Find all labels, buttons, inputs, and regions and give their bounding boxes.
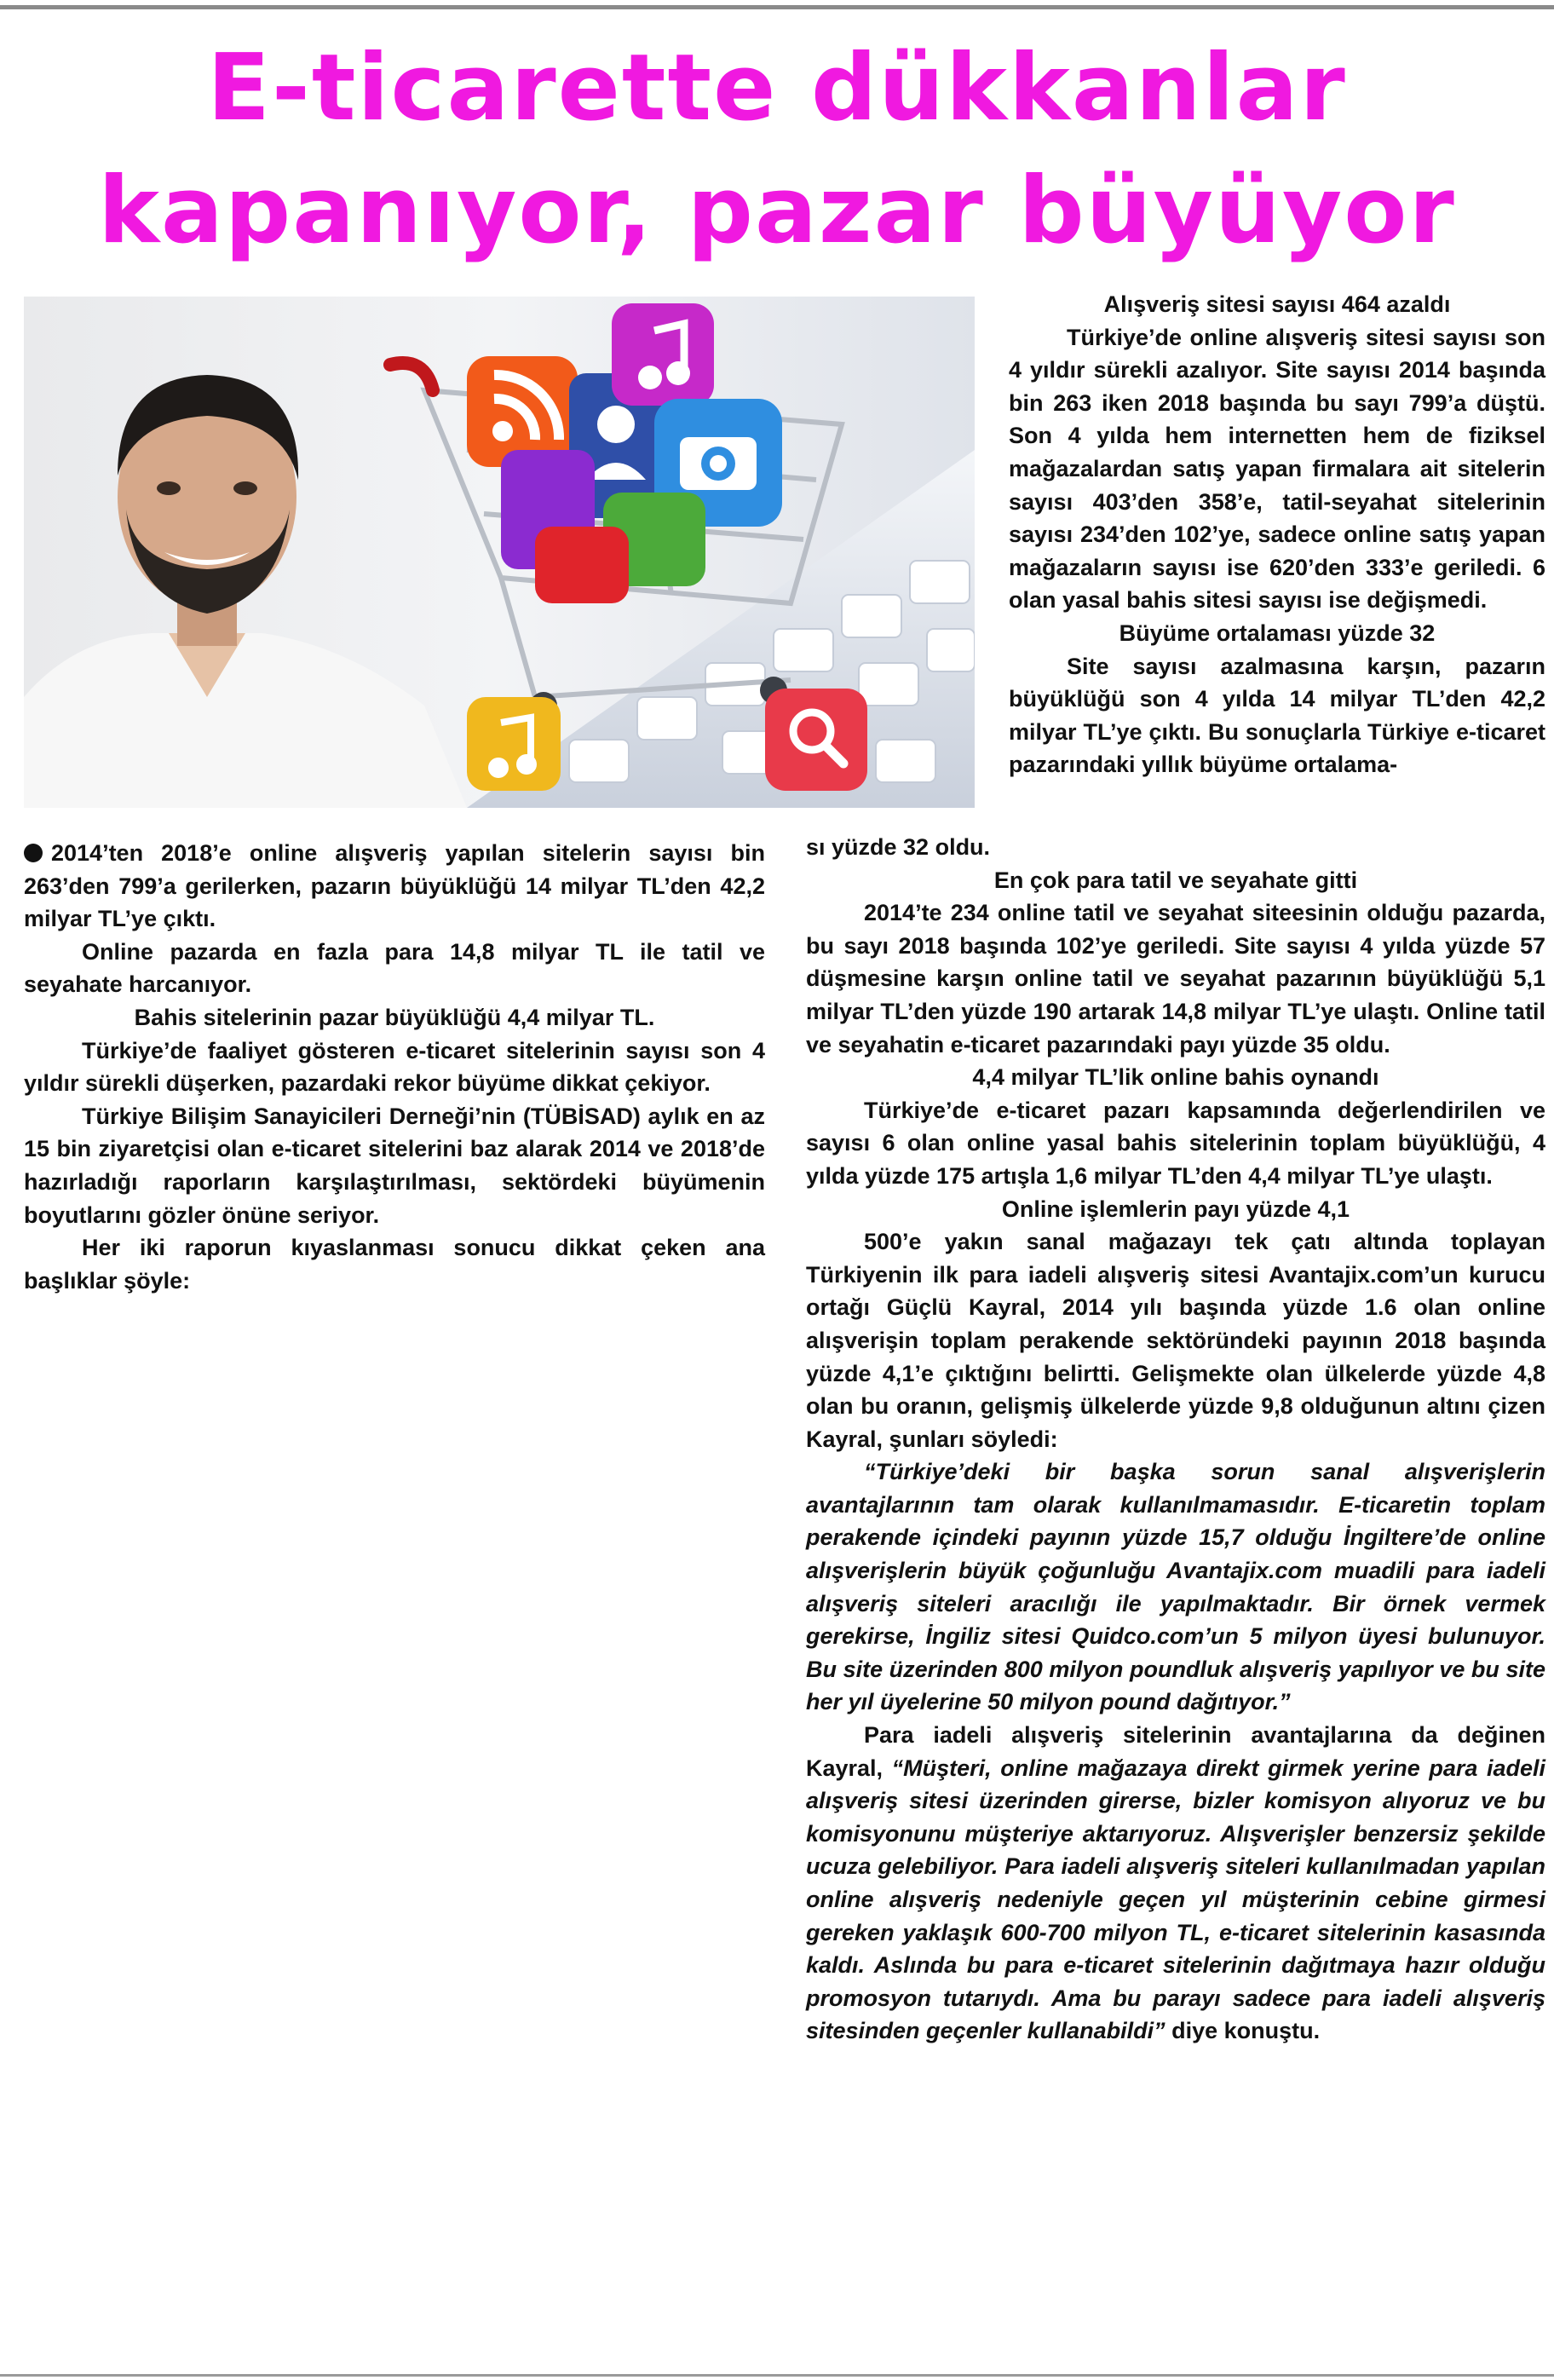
paragraph: Para iadeli alışveriş sitelerinin avantajlarına da değinen Kayral, “Müşteri, online mağazaya direkt girmek yerine para iadeli alışveriş sitesi üzerinden girerse, bizler komisyon alıyoruz ve bu komisyonunu müşteriye aktarıyoruz. Alışverişler benzersiz şekilde ucuza gelebiliyor. Para iadeli alışveriş siteleri kullanılmadan yapılan online alışveriş nedeniyle geçen yıl müşterinin cebine girmesi gereken yaklaşık 600-700 milyon TL, e-ticaret sitelerinin kasasında kaldı. Aslında bu para e-ticaret sitelerinin dağıtmaya hazır olduğu promosyon tutarıydı. Ama bu parayı sadece para iadeli alışveriş sitesinden geçenler kullanabildi” diye konuştu. [806, 1722, 1545, 2044]
paragraph: Site sayısı azalmasına karşın, pazarın büyüklüğü son 4 yılda 14 milyar TL’den 42,2 milyar TL’ye çıktı. Bu sonuçlarla Türkiye e-ticaret pazarındaki yıllık büyüme ortalama- [1009, 653, 1545, 778]
subheading: Online işlemlerin payı yüzde 4,1 [1001, 1196, 1350, 1222]
headline-line-1: E-ticarette dükkanlar [207, 35, 1347, 141]
paragraph: Türkiye’de e-ticaret pazarı kapsamında değerlendirilen ve sayısı 6 olan online yasal bahis sitelerinin toplam büyüklüğü, 4 yılda yüzde 175 artışla 1,6 milyar TL’den 4,4 milyar TL’ye ulaştı. [806, 1097, 1545, 1189]
bullet-icon [24, 844, 43, 862]
paragraph: 2014’te 234 online tatil ve seyahat siteesinin olduğu pazarda, bu sayı 2018 başında 102’ye geriledi. Site sayısı 4 yılda yüzde 57 düşmesine karşın online tatil ve seyahat pazarının büyüklüğü 5,1 milyar TL’den yüzde 190 artarak 14,8 milyar TL’ye ulaştı. Online tatil ve seyahatin e-ticaret pazarındaki payı yüzde 35 oldu. [806, 900, 1545, 1057]
top-rule [0, 5, 1554, 9]
bottom-rule [0, 2374, 1554, 2377]
app-tile-red [535, 527, 629, 603]
left-column [24, 837, 765, 1297]
paragraph-continuation: sı yüzde 32 oldu. [806, 834, 991, 860]
subheading: En çok para tatil ve seyahate gitti [993, 867, 1358, 893]
subheading: Alışveriş sitesi sayısı 464 azaldı [1103, 291, 1451, 317]
headline-line-2: kapanıyor, pazar büyüyor [98, 158, 1456, 264]
subheading: Büyüme ortalaması yüzde 32 [1119, 619, 1436, 646]
article-photo [24, 297, 975, 808]
inline-quote: “Müşteri, online mağazaya direkt girmek yerine para iadeli alışveriş sitesi üzerinden girerse, bizler komisyon alıyoruz ve bu komisyonunu müşteriye aktarıyoruz. Alışverişler benzersiz şekilde ucuza gelebiliyor. Para iadeli alışveriş siteleri kullanılmadan yapılan online alışveriş nedeniyle geçen yıl müşterinin cebine girmesi gereken yaklaşık 600-700 milyon TL, e-ticaret sitelerinin kasasında kaldı. Aslında bu para e-ticaret sitelerinin dağıtmaya hazır olduğu promosyon tutarıydı. Ama bu parayı sadece para iadeli alışveriş sitesinden geçenler kullanabildi” [806, 1755, 1545, 2044]
subheading: 4,4 milyar TL’lik online bahis oynandı [972, 1064, 1379, 1091]
paragraph: Her iki raporun kıyaslanması sonucu dikkat çeken ana başlıklar şöyle: [24, 1235, 765, 1294]
paragraph: Türkiye Bilişim Sanayicileri Derneği’nin (TÜBİSAD) aylık en az 15 bin ziyaretçisi olan e-ticaret sitelerini baz alarak 2014 ve 2018’de hazırladığı raporların karşılaştırılması, sektördeki büyümenin boyutlarını gözler önüne seriyor. [24, 1103, 765, 1228]
paragraph: Türkiye’de online alışveriş sitesi sayısı son 4 yıldır sürekli azalıyor. Site sayısı 2014 başında bin 263 iken 2018 başında bu sayı 799’a düştü. Son 4 yılda hem internetten hem de fiziksel mağazalardan satış yapan firmalara ait sitelerin sayısı 403’den 358’e, tatil-seyahat sitelerinin sayısı 234’den 102’ye, sadece online satış yapan mağazaların sayısı ise 620’den 333’e geriledi. 6 olan yasal bahis sitesi sayısı ise değişmedi. [1009, 324, 1545, 614]
right-top-column [1009, 288, 1545, 781]
music-note-icon [612, 303, 714, 406]
lead-paragraph: 2014’ten 2018’e online alışveriş yapılan sitelerin sayısı bin 263’den 799’a gerilerken, pazarın büyüklüğü 14 milyar TL’den 42,2 milyar TL’ye çıktı. [24, 840, 765, 932]
paragraph: Türkiye’de faaliyet gösteren e-ticaret sitelerinin sayısı son 4 yıldır sürekli düşerken, pazardaki rekor büyüme dikkat çekiyor. [24, 1037, 765, 1097]
search-icon [765, 689, 867, 791]
right-wide-column [806, 831, 1545, 2048]
headline [20, 27, 1534, 273]
music-note-icon [467, 697, 561, 791]
quote-paragraph: “Türkiye’deki bir başka sorun sanal alışverişlerin avantajlarının tam olarak kullanılmamasıdır. E-ticaretin toplam perakende içindeki payının yüzde 15,7 olduğu İngiltere’de online alışverişlerin büyük çoğunluğu Avantajix.com muadili para iadeli alışveriş siteleri aracılığı ile yapılmaktadır. Bir örnek vermek gerekirse, İngiliz sitesi Quidco.com’un 5 milyon üyesi bulunuyor. Bu site üzerinden 800 milyon poundluk alışveriş yapılıyor ve bu site her yıl üyelerine 50 milyon pound dağıtıyor.” [806, 1459, 1545, 1715]
paragraph: 500’e yakın sanal mağazayı tek çatı altında toplayan Türkiyenin ilk para iadeli alışveriş sitesi Avantajix.com’un kurucu ortağı Güçlü Kayral, 2014 yılı başında yüzde 1.6 olan online alışverişin toplam perakende sektöründeki payının 2018 başında yüzde 4,1’e çıktığını belirtti. Gelişmekte olan ülkelerde yüzde 4,8 olan bu oranın, gelişmiş ülkelerde yüzde 9,8 olduğunun altını çizen Kayral, şunları söyledi: [806, 1229, 1545, 1452]
paragraph: Online pazarda en fazla para 14,8 milyar TL ile tatil ve seyahate harcanıyor. [24, 938, 765, 998]
subheading: Bahis sitelerinin pazar büyüklüğü 4,4 milyar TL. [134, 1004, 655, 1030]
